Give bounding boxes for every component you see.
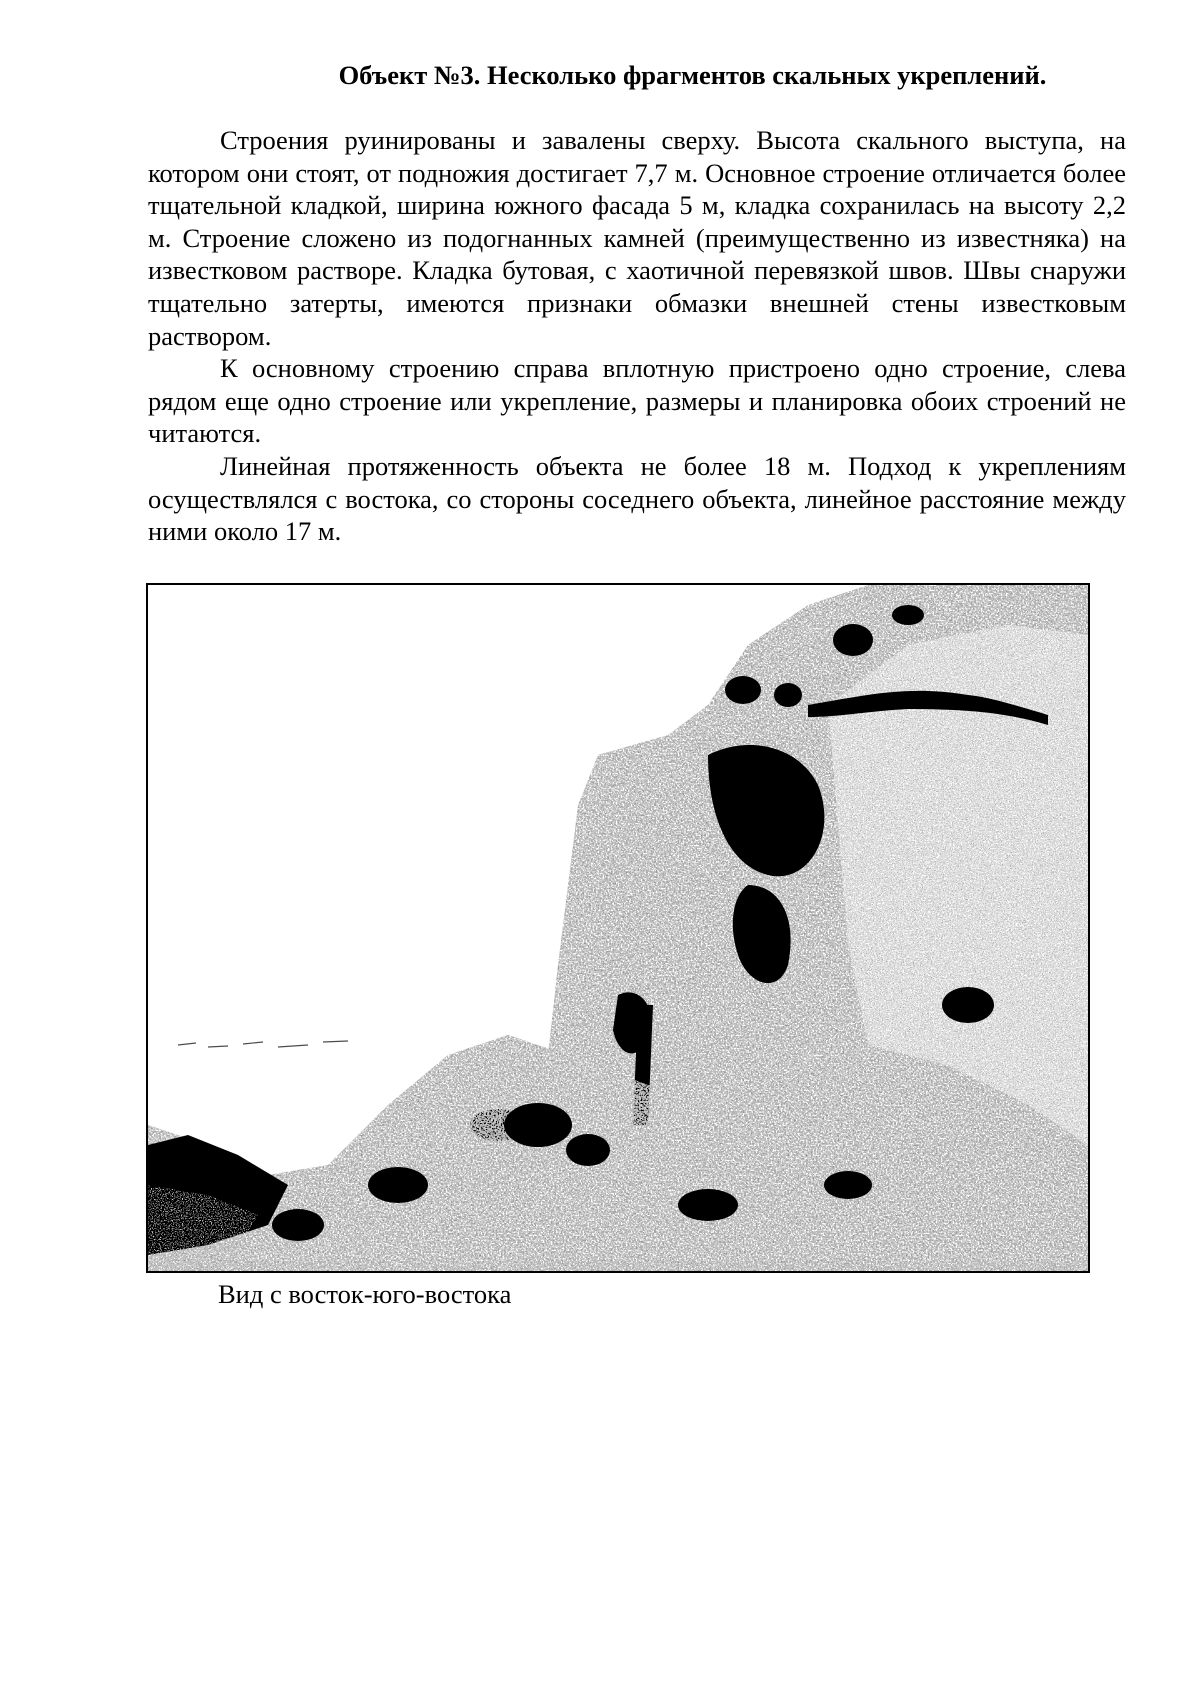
paragraph-3: Линейная протяженность объекта не более 18 м. Подход к укреплениям осуществлялся с востока, со стороны соседнего объекта, линейное расстояние между ними около 17 м. [148, 450, 1126, 547]
paragraph-2: К основному строению справа вплотную пристроено одно строение, слева рядом еще одно строение или укрепление, размеры и планировка обоих строений не читаются. [148, 353, 1126, 449]
photo-illustration [148, 585, 1088, 1271]
body-text [148, 124, 1126, 548]
rock-outcrop-photo [146, 583, 1090, 1273]
paragraph-1: Строения руинированы и завалены сверху. Высота скального выступа, на котором они стоят, от подножия достигает 7,7 м. Основное строение отличается более тщательной кладкой, ширина южного фасада 5 м, кладка сохранилась на высоту 2,2 м. Строение сложено из подогнанных камней (преимущественно из известняка) на известковом растворе. Кладка бутовая, с хаотичной перевязкой швов. Швы снаружи тщательно затерты, имеются признаки обмазки внешней стены известковым раствором. [148, 125, 1126, 351]
photo-caption: Вид с восток-юго-востока [218, 1279, 512, 1309]
page-title: Объект №3. Несколько фрагментов скальных укреплений. [338, 60, 1047, 90]
